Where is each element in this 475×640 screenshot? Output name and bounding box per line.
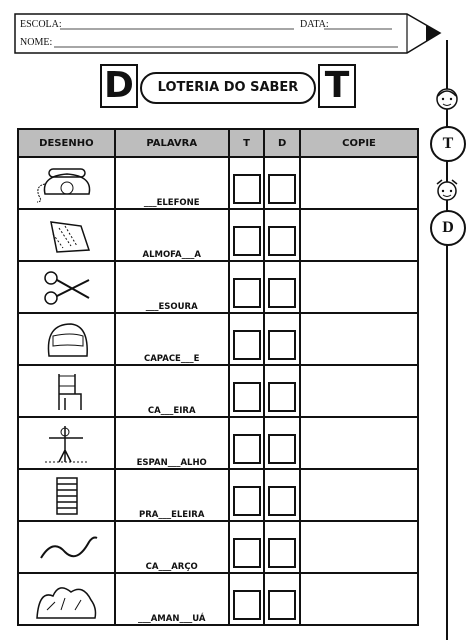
table-row [18, 417, 418, 469]
t-checkbox[interactable] [233, 174, 261, 204]
d-checkbox[interactable] [268, 226, 296, 256]
table-row [18, 365, 418, 417]
shelf-icon [31, 476, 101, 516]
data-label: DATA: [300, 19, 329, 30]
column-header-d: D [264, 129, 300, 157]
letter-d-box: D [100, 64, 138, 108]
scissors-icon [31, 268, 101, 308]
drawing-cell [18, 521, 115, 573]
d-checkbox[interactable] [268, 590, 296, 620]
string-icon [31, 528, 101, 568]
drawing-cell [18, 261, 115, 313]
chair-icon [31, 372, 101, 412]
t-checkbox[interactable] [233, 278, 261, 308]
copy-cell[interactable] [300, 573, 418, 625]
table-row [18, 261, 418, 313]
table-row [18, 521, 418, 573]
table-row [18, 469, 418, 521]
d-checkbox[interactable] [268, 330, 296, 360]
header-box [12, 11, 442, 57]
t-checkbox[interactable] [233, 486, 261, 516]
drawing-cell [18, 573, 115, 625]
word-cell: ___AMAN___UÁ [115, 573, 229, 625]
d-checkbox[interactable] [268, 434, 296, 464]
pencil-frame [12, 11, 442, 57]
column-header-copie: COPIE [300, 129, 418, 157]
worksheet-table [17, 128, 419, 626]
letter-t-box: T [318, 64, 356, 108]
drawing-cell [18, 313, 115, 365]
drawing-cell [18, 365, 115, 417]
bush-animal-icon [31, 580, 101, 620]
column-header-palavra: PALAVRA [115, 129, 229, 157]
word-cell: ESPAN___ALHO [115, 417, 229, 469]
t-checkbox[interactable] [233, 538, 261, 568]
pillow-icon [31, 216, 101, 256]
column-header-t: T [229, 129, 265, 157]
copy-cell[interactable] [300, 417, 418, 469]
copy-cell[interactable] [300, 313, 418, 365]
t-checkbox[interactable] [233, 226, 261, 256]
girl-face-icon [434, 176, 460, 204]
title-row [100, 60, 360, 112]
drawing-cell [18, 417, 115, 469]
nome-label: NOME: [20, 37, 53, 48]
helmet-icon [31, 320, 101, 360]
d-checkbox[interactable] [268, 278, 296, 308]
boy-face-icon [434, 86, 460, 110]
table-row [18, 157, 418, 209]
copy-cell[interactable] [300, 209, 418, 261]
drawing-cell [18, 157, 115, 209]
table-row [18, 313, 418, 365]
d-checkbox[interactable] [268, 382, 296, 412]
d-checkbox[interactable] [268, 174, 296, 204]
page-title: LOTERIA DO SABER [140, 72, 316, 104]
d-checkbox[interactable] [268, 486, 296, 516]
word-cell: ___ELEFONE [115, 157, 229, 209]
drawing-cell [18, 209, 115, 261]
drawing-cell [18, 469, 115, 521]
d-checkbox[interactable] [268, 538, 296, 568]
column-header-desenho: DESENHO [18, 129, 115, 157]
letter-d-circle: D [430, 210, 466, 246]
copy-cell[interactable] [300, 157, 418, 209]
table-header-row [18, 129, 418, 157]
copy-cell[interactable] [300, 521, 418, 573]
word-cell: CA___ARÇO [115, 521, 229, 573]
t-checkbox[interactable] [233, 590, 261, 620]
word-cell: CA___EIRA [115, 365, 229, 417]
table-row [18, 209, 418, 261]
word-cell: ___ESOURA [115, 261, 229, 313]
word-cell: CAPACE___E [115, 313, 229, 365]
table-row [18, 573, 418, 625]
t-checkbox[interactable] [233, 434, 261, 464]
word-cell: ALMOFA___A [115, 209, 229, 261]
t-checkbox[interactable] [233, 330, 261, 360]
letter-t-circle: T [430, 126, 466, 162]
scarecrow-icon [31, 424, 101, 464]
escola-label: ESCOLA: [20, 19, 62, 30]
copy-cell[interactable] [300, 261, 418, 313]
word-cell: PRA___ELEIRA [115, 469, 229, 521]
telephone-icon [31, 164, 101, 204]
copy-cell[interactable] [300, 469, 418, 521]
copy-cell[interactable] [300, 365, 418, 417]
t-checkbox[interactable] [233, 382, 261, 412]
